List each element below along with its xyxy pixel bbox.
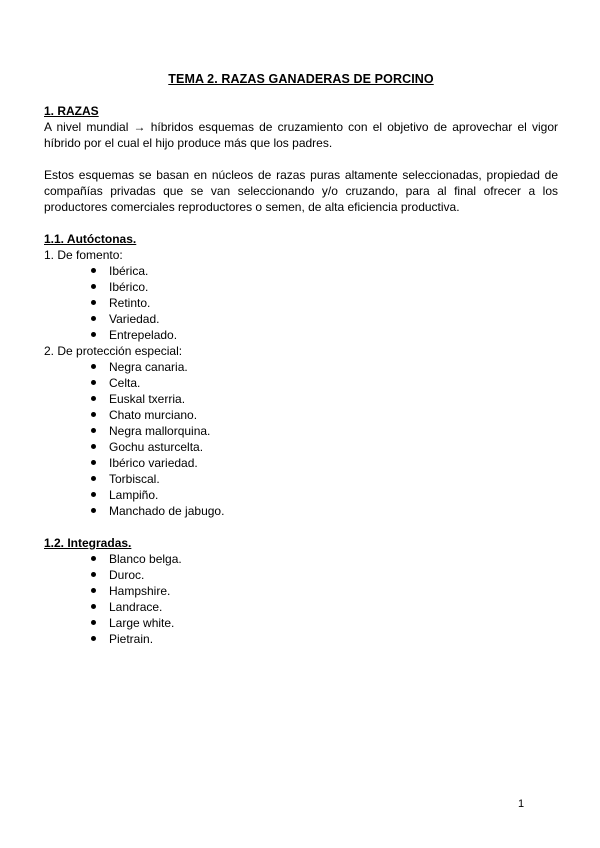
list-item: Large white.: [109, 615, 558, 631]
list-item: Blanco belga.: [109, 551, 558, 567]
bullet-icon: [91, 620, 96, 625]
list-item: Duroc.: [109, 567, 558, 583]
bullet-icon: [91, 636, 96, 641]
bullet-icon: [91, 476, 96, 481]
group-label-fomento: 1. De fomento:: [44, 248, 123, 262]
bullet-icon: [91, 460, 96, 465]
list-item: Euskal txerria.: [109, 391, 558, 407]
bullet-icon: [91, 380, 96, 385]
list-item: Torbiscal.: [109, 471, 558, 487]
paragraph-esquemas: Estos esquemas se basan en núcleos de razas puras altamente seleccionadas, propiedad de compañías privadas que se van seleccionando y/o cruzando, para al final ofrecer a los productores comerciales reproductores o semen, de alta eficiencia productiva.: [44, 168, 558, 214]
bullet-icon: [91, 364, 96, 369]
list-item: Hampshire.: [109, 583, 558, 599]
bullet-icon: [91, 412, 96, 417]
list-item: Chato murciano.: [109, 407, 558, 423]
bullet-icon: [91, 284, 96, 289]
bullet-icon: [91, 300, 96, 305]
bullet-icon: [91, 604, 96, 609]
section-heading-integradas: 1.2. Integradas.: [44, 536, 132, 550]
document-title: TEMA 2. RAZAS GANADERAS DE PORCINO: [168, 72, 434, 86]
bullet-icon: [91, 556, 96, 561]
bullet-icon: [91, 316, 96, 321]
bullet-icon: [91, 588, 96, 593]
list-fomento: [44, 263, 558, 343]
section-heading-autoctonas: 1.1. Autóctonas.: [44, 232, 137, 246]
bullet-icon: [91, 444, 96, 449]
list-item: Lampiño.: [109, 487, 558, 503]
bullet-icon: [91, 508, 96, 513]
list-item: Gochu asturcelta.: [109, 439, 558, 455]
list-item: Variedad.: [109, 311, 558, 327]
list-item: Pietrain.: [109, 631, 558, 647]
group-label-proteccion: 2. De protección especial:: [44, 344, 183, 358]
list-item: Entrepelado.: [109, 327, 558, 343]
list-item: Ibérico.: [109, 279, 558, 295]
page-number: 1: [518, 798, 525, 810]
bullet-icon: [91, 268, 96, 273]
bullet-icon: [91, 332, 96, 337]
list-item: Negra canaria.: [109, 359, 558, 375]
list-item: Ibérica.: [109, 263, 558, 279]
bullet-icon: [91, 492, 96, 497]
bullet-icon: [91, 396, 96, 401]
list-item: Celta.: [109, 375, 558, 391]
document-page: [44, 71, 558, 647]
list-item: Landrace.: [109, 599, 558, 615]
bullet-icon: [91, 428, 96, 433]
list-integradas: [44, 551, 558, 647]
list-item: Retinto.: [109, 295, 558, 311]
list-item: Negra mallorquina.: [109, 423, 558, 439]
paragraph-intro: A nivel mundial → híbridos esquemas de cruzamiento con el objetivo de aprovechar el vigor híbrido por el cual el hijo produce más que los padres.: [44, 120, 558, 150]
section-heading-razas: 1. RAZAS: [44, 104, 99, 118]
list-item: Manchado de jabugo.: [109, 503, 558, 519]
list-item: Ibérico variedad.: [109, 455, 558, 471]
list-proteccion: [44, 359, 558, 519]
bullet-icon: [91, 572, 96, 577]
